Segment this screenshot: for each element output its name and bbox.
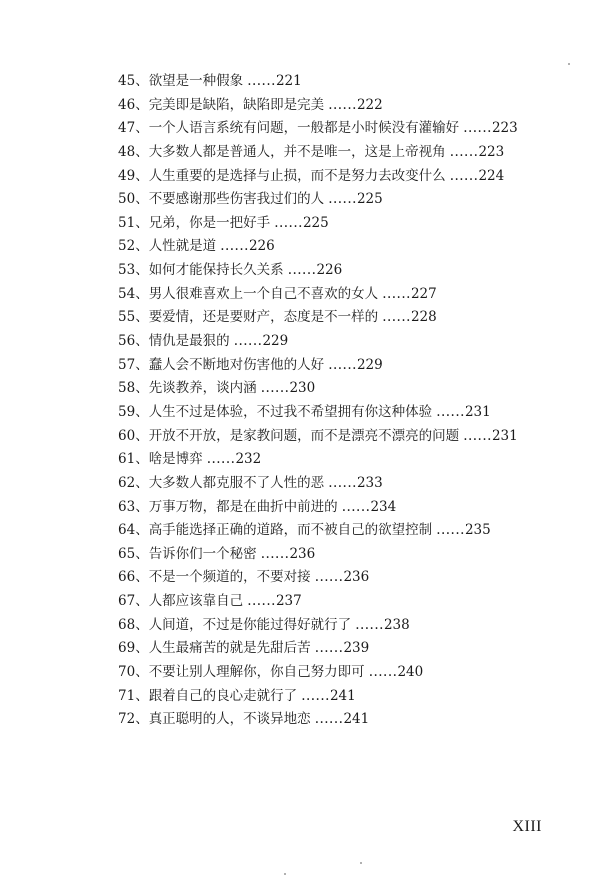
toc-entry: [118, 543, 588, 567]
toc-entry-leader-dots: ......: [355, 616, 384, 633]
toc-entry-leader-dots: ......: [463, 427, 492, 444]
toc-entry-leader-dots: ......: [436, 522, 465, 539]
toc-entry-leader-dots: ......: [274, 214, 303, 231]
toc-entry: [118, 70, 588, 94]
toc-entry-page: 229: [262, 333, 289, 350]
toc-entry-page: 232: [235, 451, 262, 468]
toc-entry-leader-dots: ......: [328, 474, 357, 491]
toc-entry: [118, 614, 588, 638]
toc-entry-number: 67: [118, 593, 136, 610]
toc-entry-page: 241: [343, 711, 370, 728]
toc-entry-separator: 、: [135, 664, 149, 681]
toc-entry-number: 72: [118, 711, 136, 728]
toc-entry-title: 人生不过是体验，不过我不希望拥有你这种体验: [148, 403, 433, 420]
toc-entry-number: 64: [118, 522, 136, 539]
toc-entry-page: 234: [370, 498, 397, 515]
toc-entry-leader-dots: ......: [206, 451, 236, 468]
toc-entry-leader-dots: ......: [463, 120, 492, 137]
toc-entry: [118, 708, 588, 732]
toc-entry-title: 人性就是道: [148, 238, 217, 255]
toc-entry-page: 225: [356, 191, 383, 208]
toc-entry-leader-dots: ......: [449, 167, 479, 184]
toc-entry: [118, 661, 588, 685]
toc-entry-separator: 、: [135, 238, 149, 255]
toc-entry-leader-dots: ......: [247, 73, 276, 89]
toc-entry-title: 男人很难喜欢上一个自己不喜欢的女人: [148, 285, 379, 302]
toc-entry-leader-dots: ......: [341, 498, 371, 515]
toc-entry-title: 人间道，不过是你能过得好就行了: [148, 616, 352, 633]
toc-entry-leader-dots: ......: [328, 191, 357, 208]
toc-entry-leader-dots: ......: [382, 285, 411, 302]
toc-entry-page: 241: [329, 687, 356, 704]
toc-entry-page: 236: [343, 569, 370, 586]
toc-entry-separator: 、: [135, 593, 149, 610]
toc-entry-separator: 、: [135, 143, 149, 160]
toc-entry-title: 完美即是缺陷，缺陷即是完美: [148, 96, 325, 113]
toc-entry-separator: 、: [135, 427, 149, 444]
toc-entry-page: 223: [491, 120, 518, 137]
toc-entry-leader-dots: ......: [314, 640, 344, 657]
toc-entry: [118, 354, 588, 378]
page-number: XIII: [512, 818, 542, 835]
toc-entry: [118, 94, 588, 118]
toc-entry-number: 66: [118, 569, 136, 586]
toc-entry-leader-dots: ......: [220, 238, 249, 255]
toc-entry-title: 跟着自己的良心走就行了: [148, 687, 298, 704]
toc-entry: [118, 472, 588, 496]
toc-entry-leader-dots: ......: [314, 711, 344, 728]
toc-entry-page: 236: [289, 545, 316, 562]
toc-entry: [118, 401, 588, 425]
toc-entry-number: 60: [118, 427, 136, 444]
toc-entry-number: 54: [118, 285, 136, 302]
toc-entry-page: 231: [464, 403, 491, 420]
toc-entry: [118, 448, 588, 472]
toc-entry-separator: 、: [135, 96, 149, 113]
toc-entry-page: 235: [464, 522, 491, 539]
toc-entry-page: 239: [343, 640, 370, 657]
toc-entry: [118, 259, 588, 283]
toc-entry-separator: 、: [135, 522, 149, 539]
toc-entry-number: 58: [118, 380, 136, 397]
toc-entry-number: 63: [118, 498, 136, 515]
toc-entry-page: 227: [410, 285, 437, 302]
toc-entry: [118, 566, 588, 590]
toc-entry-title: 欲望是一种假象: [148, 73, 244, 89]
toc-entry-separator: 、: [135, 640, 149, 657]
toc-entry-number: 53: [118, 262, 136, 279]
toc-entry-separator: 、: [135, 380, 149, 397]
toc-entry-leader-dots: ......: [449, 143, 479, 160]
toc-entry: [118, 306, 588, 330]
toc-entry-leader-dots: ......: [260, 380, 290, 397]
toc-entry-separator: 、: [135, 262, 149, 279]
toc-entry-page: 221: [275, 73, 302, 89]
toc-entry-number: 57: [118, 356, 136, 373]
toc-entry-title: 人生最痛苦的就是先甜后苦: [148, 640, 311, 657]
toc-entry: [118, 637, 588, 661]
toc-entry-number: 46: [118, 96, 136, 113]
toc-entry-separator: 、: [135, 616, 149, 633]
toc-entry-separator: 、: [135, 167, 149, 184]
toc-entry-separator: 、: [135, 285, 149, 302]
toc-entry-page: 226: [248, 238, 275, 255]
toc-entry-page: 226: [316, 262, 343, 279]
scan-speck: [360, 862, 362, 864]
toc-entry-title: 万事万物，都是在曲折中前进的: [148, 498, 338, 515]
toc-entry-title: 蠢人会不断地对伤害他的人好: [148, 356, 325, 373]
toc-entry-separator: 、: [135, 309, 149, 326]
toc-entry-number: 48: [118, 143, 136, 160]
toc-entry-page: 223: [478, 143, 505, 160]
toc-entry: [118, 235, 588, 259]
toc-entry: [118, 212, 588, 236]
toc-entry-separator: 、: [135, 120, 149, 137]
toc-entry-title: 人都应该靠自己: [148, 593, 244, 610]
toc-entry: [118, 590, 588, 614]
toc-entry-separator: 、: [135, 73, 149, 89]
toc-entry: [118, 165, 588, 189]
toc-entry-leader-dots: ......: [260, 545, 290, 562]
toc-entry-leader-dots: ......: [247, 593, 276, 610]
toc-entry-title: 大多数人都克服不了人性的恶: [148, 474, 325, 491]
toc-entry: [118, 330, 588, 354]
toc-entry-page: 224: [478, 167, 505, 184]
toc-entry-leader-dots: ......: [328, 96, 357, 113]
toc-entry: [118, 377, 588, 401]
toc-entry-leader-dots: ......: [287, 262, 317, 279]
toc-entry-separator: 、: [135, 687, 149, 704]
toc-entry-page: 228: [410, 309, 437, 326]
toc-entry-number: 61: [118, 451, 136, 468]
toc-entry-leader-dots: ......: [368, 664, 398, 681]
toc-entry-title: 大多数人都是普通人，并不是唯一，这是上帝视角: [148, 143, 446, 160]
toc-entry-leader-dots: ......: [328, 356, 357, 373]
toc-entry-number: 52: [118, 238, 136, 255]
toc-entry-number: 69: [118, 640, 136, 657]
toc-entry-title: 先谈教养，谈内涵: [148, 380, 257, 397]
table-of-contents: [118, 70, 588, 732]
toc-entry-number: 70: [118, 664, 136, 681]
toc-entry-page: 225: [302, 214, 329, 231]
toc-entry-page: 240: [397, 664, 424, 681]
toc-entry-leader-dots: ......: [233, 333, 263, 350]
toc-entry: [118, 496, 588, 520]
toc-entry-title: 一个人语言系统有问题，一般都是小时候没有灌输好: [148, 120, 460, 137]
toc-entry-number: 59: [118, 403, 136, 420]
toc-entry: [118, 283, 588, 307]
toc-entry-page: 238: [383, 616, 410, 633]
toc-entry-separator: 、: [135, 569, 149, 586]
toc-entry-separator: 、: [135, 451, 149, 468]
toc-entry-separator: 、: [135, 356, 149, 373]
toc-entry-title: 高手能选择正确的道路，而不被自己的欲望控制: [148, 522, 433, 539]
toc-entry-leader-dots: ......: [314, 569, 344, 586]
toc-entry-title: 啥是博弈: [148, 451, 203, 468]
toc-entry-page: 229: [356, 356, 383, 373]
toc-entry-number: 47: [118, 120, 136, 137]
toc-entry-page: 230: [289, 380, 316, 397]
toc-entry-separator: 、: [135, 474, 149, 491]
toc-entry-separator: 、: [135, 333, 149, 350]
toc-entry-number: 65: [118, 545, 136, 562]
toc-entry-number: 55: [118, 309, 136, 326]
scan-speck: [568, 63, 570, 65]
toc-entry: [118, 519, 588, 543]
toc-entry-separator: 、: [135, 711, 149, 728]
toc-entry-separator: 、: [135, 545, 149, 562]
toc-entry-title: 要爱情，还是要财产，态度是不一样的: [148, 309, 379, 326]
toc-entry-title: 如何才能保持长久关系: [148, 262, 284, 279]
toc-entry-page: 231: [491, 427, 518, 444]
toc-entry-title: 人生重要的是选择与止损，而不是努力去改变什么: [148, 167, 446, 184]
toc-entry: [118, 117, 588, 141]
toc-entry-number: 68: [118, 616, 136, 633]
toc-entry-page: 237: [275, 593, 302, 610]
toc-entry-leader-dots: ......: [436, 403, 465, 420]
toc-entry-number: 56: [118, 333, 136, 350]
toc-entry-number: 71: [118, 687, 136, 704]
toc-entry-title: 不要感谢那些伤害我过们的人: [148, 191, 325, 208]
toc-entry-number: 49: [118, 167, 136, 184]
toc-entry-separator: 、: [135, 403, 149, 420]
toc-entry: [118, 425, 588, 449]
toc-entry-page: 222: [356, 96, 383, 113]
toc-entry-title: 真正聪明的人，不谈异地恋: [148, 711, 311, 728]
toc-entry-separator: 、: [135, 191, 149, 208]
scan-speck: [284, 873, 286, 875]
toc-entry-title: 情仇是最狠的: [148, 333, 230, 350]
toc-entry-number: 45: [118, 73, 136, 89]
toc-entry-title: 不要让别人理解你，你自己努力即可: [148, 664, 365, 681]
toc-entry-title: 开放不开放，是家教问题，而不是漂亮不漂亮的问题: [148, 427, 460, 444]
toc-entry-leader-dots: ......: [382, 309, 411, 326]
toc-entry: [118, 188, 588, 212]
toc-entry-title: 不是一个频道的，不要对接: [148, 569, 311, 586]
toc-entry-number: 50: [118, 191, 136, 208]
toc-entry-separator: 、: [135, 498, 149, 515]
toc-entry-title: 告诉你们一个秘密: [148, 545, 257, 562]
toc-entry-title: 兄弟，你是一把好手: [148, 214, 271, 231]
toc-entry: [118, 141, 588, 165]
toc-entry-leader-dots: ......: [301, 687, 330, 704]
toc-entry-number: 51: [118, 214, 136, 231]
toc-entry-separator: 、: [135, 214, 149, 231]
toc-entry: [118, 685, 588, 709]
toc-entry-number: 62: [118, 474, 136, 491]
toc-entry-page: 233: [356, 474, 383, 491]
